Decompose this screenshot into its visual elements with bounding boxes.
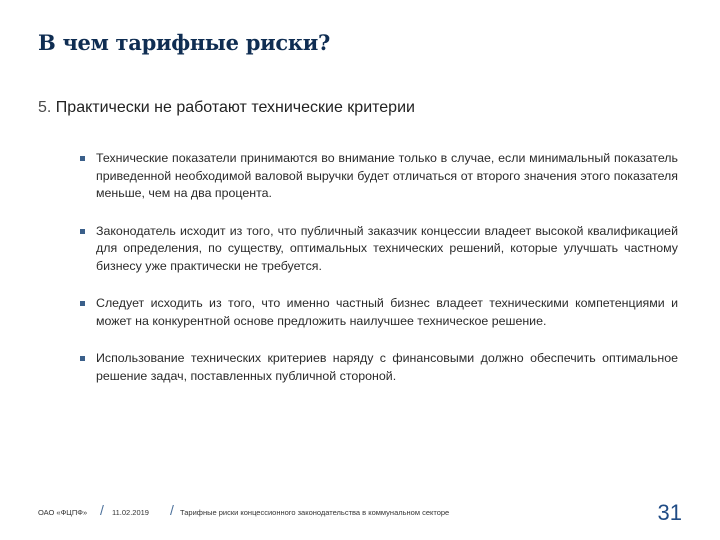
footer-date: 11.02.2019	[112, 508, 149, 517]
slide-footer	[38, 500, 682, 526]
bullet-item	[80, 223, 678, 276]
footer-separator: /	[170, 502, 174, 518]
subtitle	[38, 99, 415, 117]
square-bullet-icon	[80, 356, 85, 361]
subtitle-number: 5.	[38, 99, 52, 116]
slide-title: В чем тарифные риски?	[38, 30, 331, 55]
bullet-list	[80, 150, 678, 385]
bullet-text: Законодатель исходит из того, что публичный заказчик концессии владеет высокой квалификацией для определения, по существу, оптимальных технических решений, которые улучшать частному бизнесу уже практически не требуется.	[96, 223, 678, 273]
bullet-item	[80, 150, 678, 203]
bullet-item	[80, 295, 678, 330]
square-bullet-icon	[80, 156, 85, 161]
bullet-text: Технические показатели принимаются во внимание только в случае, если минимальный показатель приведенной необходимой валовой выручки будет отличаться от второго значения этого показателя меньше, чем на два процента.	[96, 151, 678, 200]
square-bullet-icon	[80, 229, 85, 234]
footer-separator: /	[100, 502, 104, 518]
footer-company: ОАО «ФЦПФ»	[38, 508, 88, 517]
subtitle-text: Практически не работают технические критерии	[55, 99, 415, 116]
page-number: 31	[657, 500, 682, 525]
bullet-item	[80, 350, 678, 385]
footer-document-title: Тарифные риски концессионного законодательства в коммунальном секторе	[180, 508, 450, 517]
bullet-text: Использование технических критериев наряду с финансовыми должно обеспечить оптимальное решение задач, поставленных публичной стороной.	[96, 351, 678, 383]
square-bullet-icon	[80, 301, 85, 306]
bullet-text: Следует исходить из того, что именно частный бизнес владеет техническими компетенциями и может на конкурентной основе предложить наилучшее техническое решение.	[96, 296, 678, 328]
